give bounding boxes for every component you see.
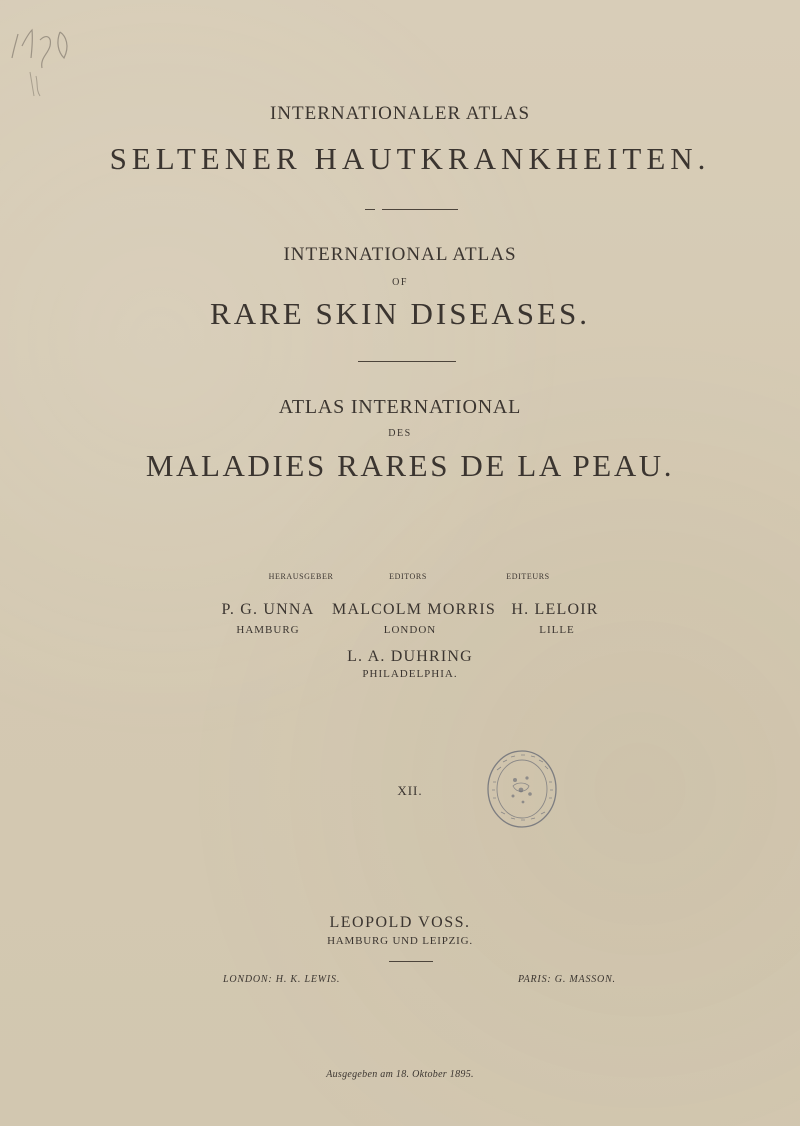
title-de-line1: INTERNATIONALER ATLAS (269, 103, 531, 124)
editors-label-fr: EDITEURS (506, 572, 550, 581)
editor-name: H. LELOIR (511, 601, 599, 618)
divider (365, 209, 375, 210)
divider (382, 209, 458, 210)
editor-name: P. G. UNNA (221, 601, 315, 618)
editors-label-en: EDITORS (389, 572, 427, 581)
issue-date: Ausgegeben am 18. Oktober 1895. (326, 1069, 474, 1080)
agent-paris: PARIS: G. MASSON. (518, 974, 616, 985)
title-en-line1: INTERNATIONAL ATLAS (283, 244, 517, 265)
publisher-place: HAMBURG UND LEIPZIG. (327, 935, 473, 947)
editor-place: PHILADELPHIA. (362, 668, 458, 680)
editor-name: MALCOLM MORRIS (332, 601, 496, 618)
publisher-name: LEOPOLD VOSS. (329, 914, 471, 931)
title-fr-line2: MALADIES RARES DE LA PEAU. (145, 448, 675, 483)
editor-name: L. A. DUHRING (347, 648, 473, 665)
volume-number: XII. (397, 783, 423, 798)
library-stamp-icon (483, 746, 561, 832)
title-de-line2: SELTENER HAUTKRANKHEITEN. (109, 141, 711, 176)
editor-place: LONDON (383, 624, 437, 636)
handwritten-shelfmark-icon (4, 12, 96, 112)
title-en-of: OF (392, 277, 408, 288)
title-fr-line1: ATLAS INTERNATIONAL (278, 396, 522, 418)
divider (358, 361, 456, 362)
agent-london: LONDON: H. K. LEWIS. (223, 974, 341, 985)
title-en-line2: RARE SKIN DISEASES. (210, 296, 590, 331)
editor-place: HAMBURG (236, 624, 300, 636)
editors-label-de: HERAUSGEBER (268, 572, 334, 581)
title-fr-des: DES (388, 428, 412, 439)
editor-place: LILLE (539, 624, 575, 636)
divider (389, 961, 433, 962)
